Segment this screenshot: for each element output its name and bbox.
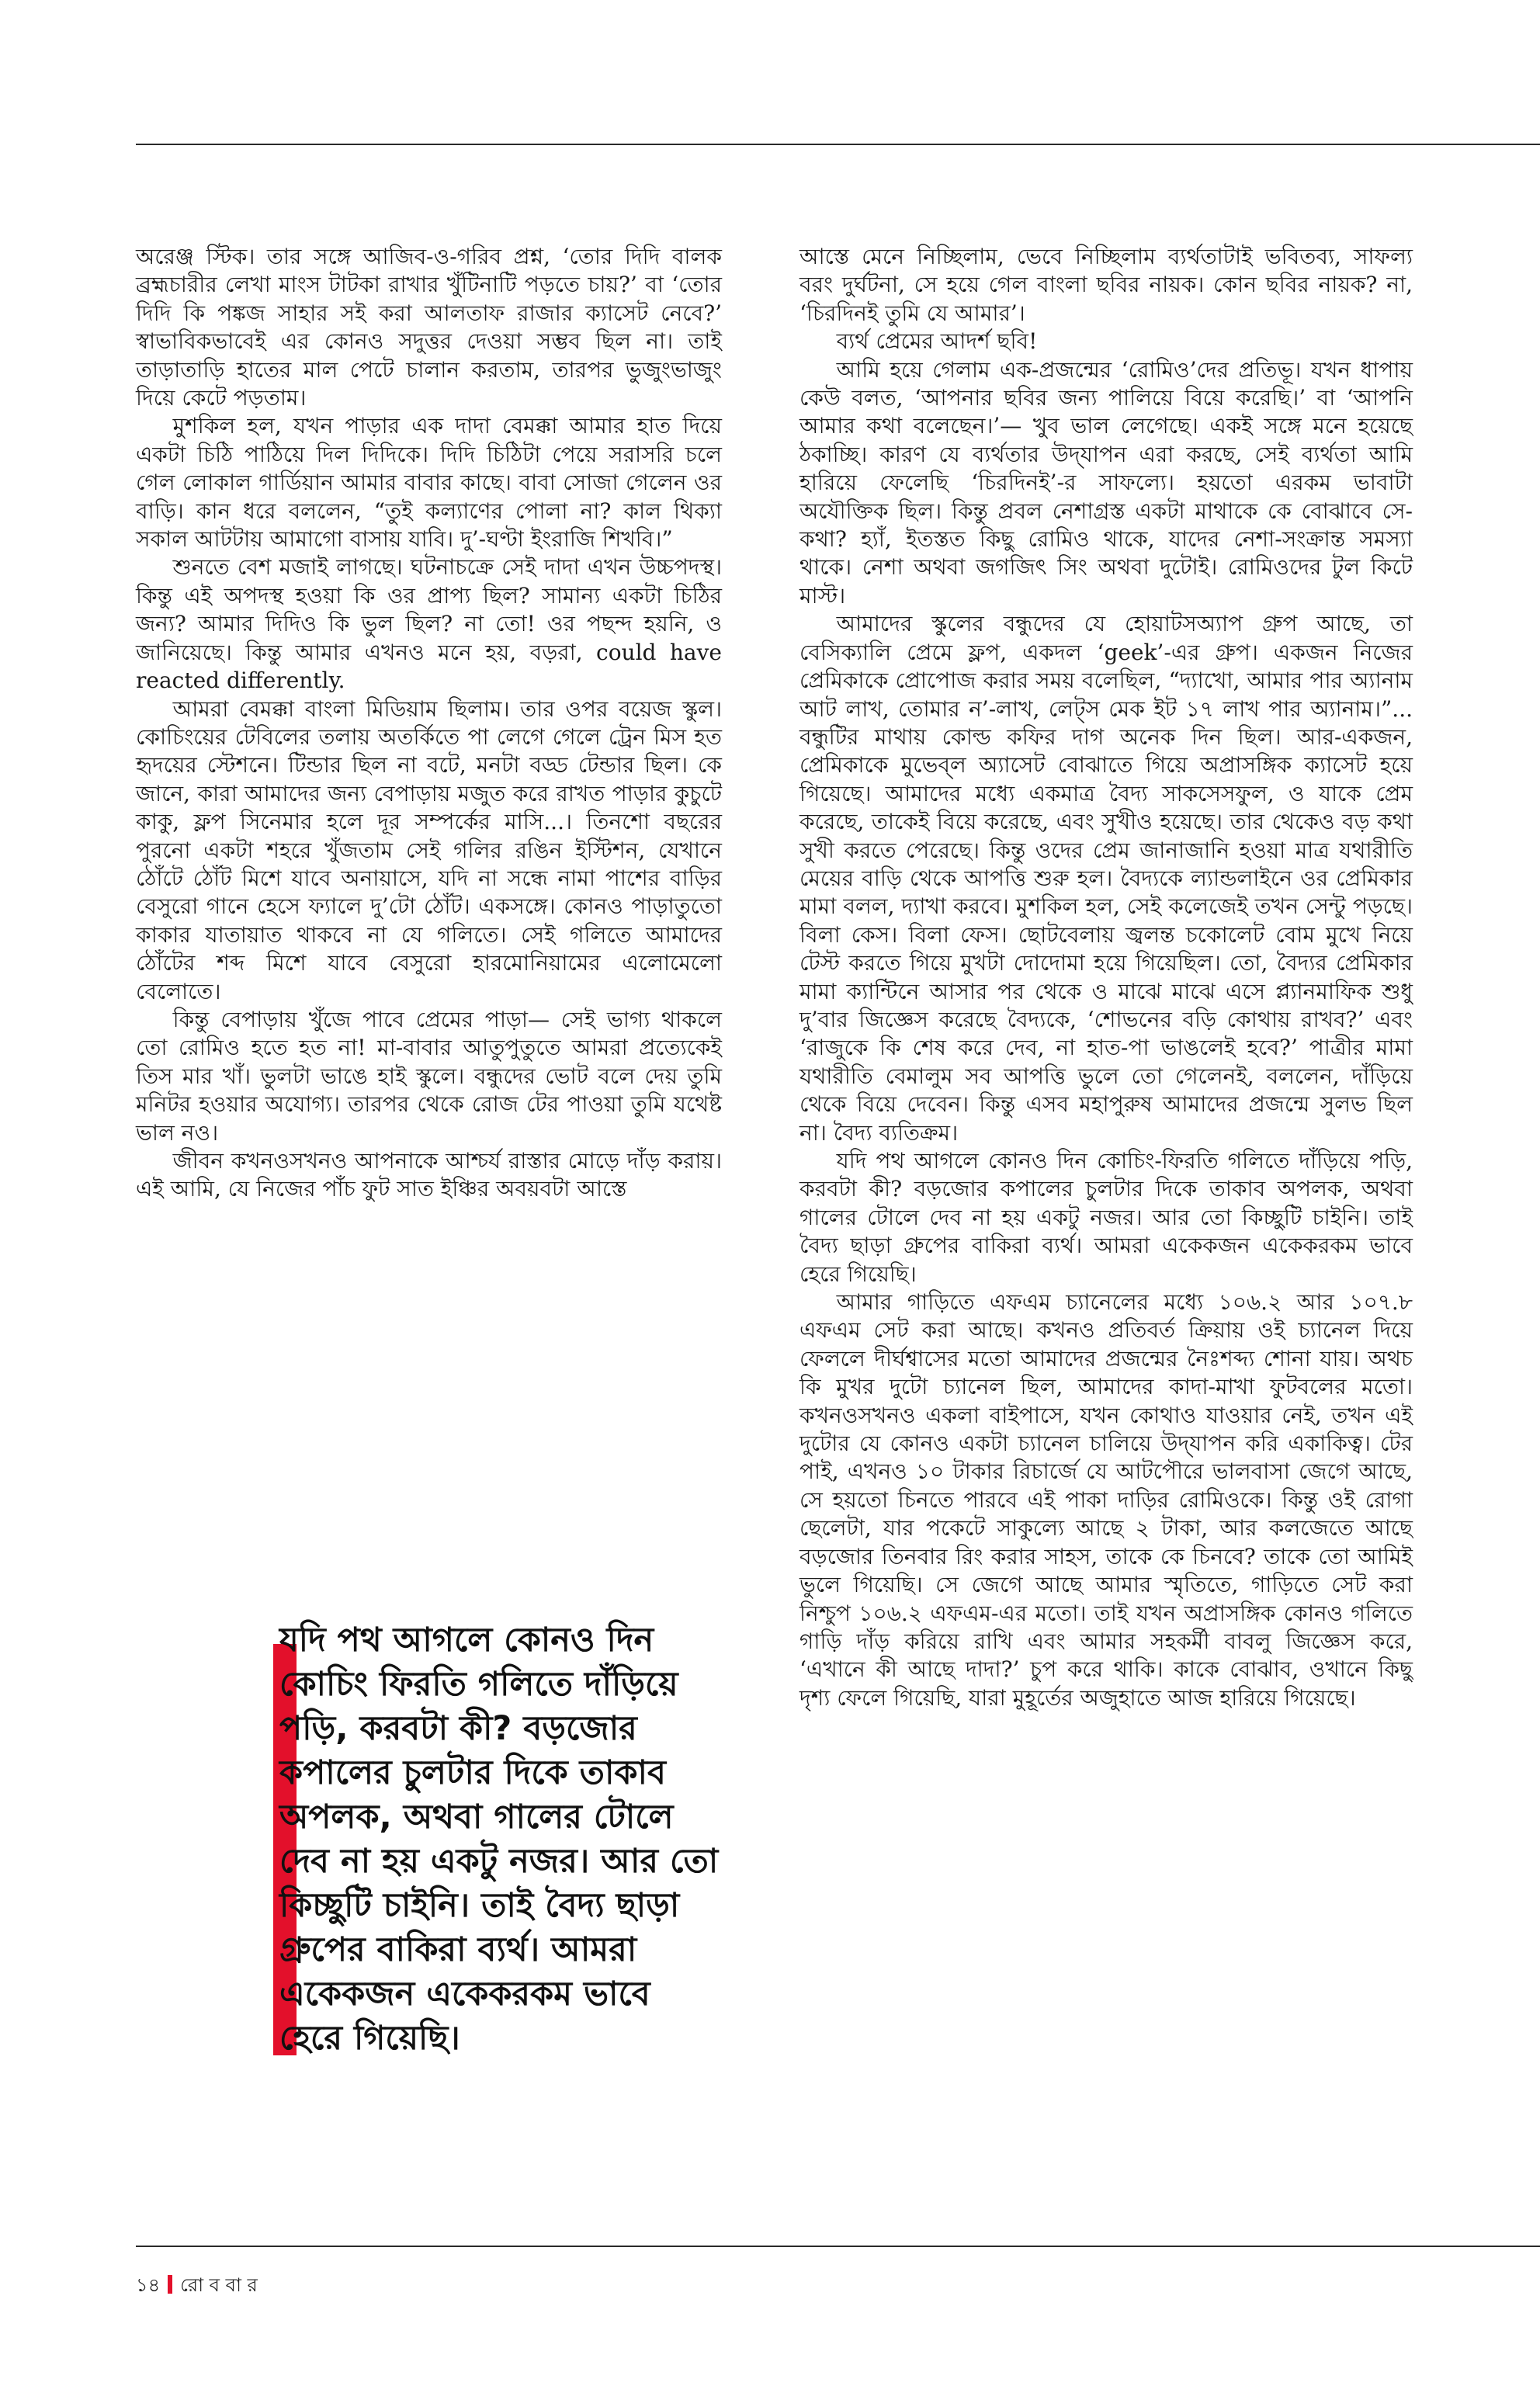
paragraph: আমি হয়ে গেলাম এক-প্রজন্মের ‘রোমিও’দের প্রতিভূ। যখন ধাপায় কেউ বলত, ‘আপনার ছবির জন্য পালিয়ে বিয়ে করেছি।’ বা ‘আপনি আমার কথা বলেছেন।’— খুব ভাল লেগেছে। একই সঙ্গে মনে হয়েছে ঠকাচ্ছি। কারণ যে ব্যর্থতার উদ্‌যাপন এরা করছে, সেই ব্যর্থতা আমি হারিয়ে ফেলেছি ‘চিরদিনই’-র সাফল্যে। হয়তো এরকম ভাবাটা অযৌক্তিক ছিল। কিন্তু প্রবল নেশাগ্রস্ত একটা মাথাকে কে বোঝাবে সে-কথা? হ্যাঁ, ইতস্তত কিছু রোমিও থাকে, যাদের নেশা-সংক্রান্ত সমস্যা থাকে। নেশা অথবা জগজিৎ সিং অথবা দুটোই। রোমিওদের টুল কিটে মাস্ট।	[799, 356, 1413, 609]
paragraph: ব্যর্থ প্রেমের আদর্শ ছবি!	[836, 328, 1038, 355]
paragraph: আমরা বেমক্কা বাংলা মিডিয়াম ছিলাম। তার ওপর বয়েজ স্কুল। কোচিংয়ের টেবিলের তলায় অতর্কিতে পা লেগে গেলে ট্রেন মিস হত হৃদয়ের স্টেশনে। টিন্ডার ছিল না বটে, মনটা বড্ড টেন্ডার ছিল। কে জানে, কারা আমাদের জন্য বেপাড়ায় মজুত করে রাখত পাড়ার কুচুটে কাকু, ফ্লপ সিনেমার হলে দূর সম্পর্কের মাসি...। তিনশো বছরের পুরনো একটা শহরে খুঁজতাম সেই গলির রঙিন ইস্টিশন, যেখানে ঠোঁটে ঠোঁট মিশে যাবে অনায়াসে, যদি না সন্ধে নামা পাশের বাড়ির বেসুরো গানে হেসে ফ্যালে দু’টো ঠোঁট। একসঙ্গে। কোনও পাড়াতুতো কাকার যাতায়াত থাকবে না যে গলিতে। সেই গলিতে আমাদের ঠোঁটের শব্দ মিশে যাবে বেসুরো হারমোনিয়ামের এলোমেলো বেলোতে।	[136, 695, 722, 1004]
pull-quote-text: যদি পথ আগলে কোনও দিন কোচিং ফিরতি গলিতে দাঁড়িয়ে পড়ি, করবটা কী? বড়জোর কপালের চুলটার দিকে তাকাব অপলক, অথবা গালের টোলে দেব না হয় একটু নজর। আর তো কিচ্ছুটি চাইনি। তাই বৈদ্য ছাড়া গ্রুপের বাকিরা ব্যর্থ। আমরা একেকজন একেকরকম ভাবে হেরে গিয়েছি।	[279, 1621, 719, 2058]
paragraph: কিন্তু বেপাড়ায় খুঁজে পাবে প্রেমের পাড়া— সেই ভাগ্য থাকলে তো রোমিও হতে হত না! মা-বাবার আতুপুতুতে আমরা প্রত্যেকেই তিস মার খাঁ। ভুলটা ভাঙে হাই স্কুলে। বন্ধুদের ভোট বলে দেয় তুমি মনিটর হওয়ার অযোগ্য। তারপর থেকে রোজ টের পাওয়া তুমি যথেষ্ট ভাল নও।	[136, 1006, 722, 1146]
magazine-name: রো ব বা র	[180, 2274, 258, 2296]
paragraph: যদি পথ আগলে কোনও দিন কোচিং-ফিরতি গলিতে দাঁড়িয়ে পড়ি, করবটা কী? বড়জোর কপালের চুলটার দিকে তাকাব অপলক, অথবা গালের টোলে দেব না হয় একটু নজর। আর তো কিচ্ছুটি চাইনি। তাই বৈদ্য ছাড়া গ্রুপের বাকিরা ব্যর্থ। আমরা একেকজন একেকরকম ভাবে হেরে গিয়েছি।	[799, 1148, 1413, 1287]
left-column	[136, 243, 722, 1204]
footer-divider	[168, 2275, 172, 2294]
paragraph: মুশকিল হল, যখন পাড়ার এক দাদা বেমক্কা আমার হাত দিয়ে একটা চিঠি পাঠিয়ে দিল দিদিকে। দিদি চিঠিটা পেয়ে সরাসরি চলে গেল লোকাল গার্ডিয়ান আমার বাবার কাছে। বাবা সোজা গেলেন ওর বাড়ি। কান ধরে বললেন, “তুই কল্যাণের পোলা না? কাল থিক্যা সকাল আটটায় আমাগো বাসায় যাবি। দু’-ঘণ্টা ইংরাজি শিখবি।”	[136, 413, 722, 553]
paragraph: অরেঞ্জ স্টিক। তার সঙ্গে আজিব-ও-গরিব প্রশ্ন, ‘তোর দিদি বালক ব্রহ্মচারীর লেখা মাংস টাটকা রাখার খুঁটিনাটি পড়তে চায়?’ বা ‘তোর দিদি কি পঙ্কজ সাহার সই করা আলতাফ রাজার ক্যাসেট নেবে?’ স্বাভাবিকভাবেই এর কোনও সদুত্তর দেওয়া সম্ভব ছিল না। তাই তাড়াতাড়ি হাতের মাল পেটে চালান করতাম, তারপর ভুজুংভাজুং দিয়ে কেটে পড়তাম।	[136, 244, 722, 411]
paragraph: আস্তে মেনে নিচ্ছিলাম, ভেবে নিচ্ছিলাম ব্যর্থতাটাই ভবিতব্য, সাফল্য বরং দুর্ঘটনা, সে হয়ে গেল বাংলা ছবির নায়ক। কোন ছবির নায়ক? না, ‘চিরদিনই তুমি যে আমার’।	[799, 244, 1413, 326]
paragraph: শুনতে বেশ মজাই লাগছে। ঘটনাচক্রে সেই দাদা এখন উচ্চপদস্থ। কিন্তু এই অপদস্থ হওয়া কি ওর প্রাপ্য ছিল? সামান্য একটা চিঠির জন্য? আমার দিদিও কি ভুল ছিল? না তো! ওর পছন্দ হয়নি, ও জানিয়েছে। কিন্তু আমার এখনও মনে হয়, বড়রা, could have reacted differently.	[136, 554, 722, 694]
page-number: ১৪	[136, 2274, 161, 2296]
top-rule	[136, 144, 1540, 145]
paragraph: জীবন কখনওসখনও আপনাকে আশ্চর্য রাস্তার মোড়ে দাঁড় করায়। এই আমি, যে নিজের পাঁচ ফুট সাত ইঞ্চির অবয়বটা আস্তে	[136, 1148, 722, 1202]
pull-quote	[279, 1618, 722, 2061]
right-column	[799, 243, 1413, 1712]
paragraph: আমার গাড়িতে এফএম চ্যানেলের মধ্যে ১০৬.২ আর ১০৭.৮ এফএম সেট করা আছে। কখনও প্রতিবর্ত ক্রিয়ায় ওই চ্যানেল দিয়ে ফেললে দীর্ঘশ্বাসের মতো আমাদের প্রজন্মের নৈঃশব্দ্য শোনা যায়। অথচ কি মুখর দুটো চ্যানেল ছিল, আমাদের কাদা-মাখা ফুটবলের মতো। কখনওসখনও একলা বাইপাসে, যখন কোথাও যাওয়ার নেই, তখন এই দুটোর যে কোনও একটা চ্যানেল চালিয়ে উদ্‌যাপন করি একাকিত্ব। টের পাই, এখনও ১০ টাকার রিচার্জে যে আটপৌরে ভালবাসা জেগে আছে, সে হয়তো চিনতে পারবে এই পাকা দাড়ির রোমিওকে। কিন্তু ওই রোগা ছেলেটা, যার পকেটে সাকুল্যে আছে ২ টাকা, আর কলজেতে আছে বড়জোর তিনবার রিং করার সাহস, তাকে কে চিনবে? তাকে তো আমিই ভুলে গিয়েছি। সে জেগে আছে আমার স্মৃতিতে, গাড়িতে সেট করা নিশ্চুপ ১০৬.২ এফএম-এর মতো। তাই যখন অপ্রাসঙ্গিক কোনও গলিতে গাড়ি দাঁড় করিয়ে রাখি এবং আমার সহকর্মী বাবলু জিজ্ঞেস করে, ‘এখানে কী আছে দাদা?’ চুপ করে থাকি। কাকে বোঝাব, ওখানে কিছু দৃশ্য ফেলে গিয়েছি, যারা মুহূর্তের অজুহাতে আজ হারিয়ে গিয়েছে।	[799, 1289, 1413, 1711]
paragraph: আমাদের স্কুলের বন্ধুদের যে হোয়াটসঅ্যাপ গ্রুপ আছে, তা বেসিক্যালি প্রেমে ফ্লপ, একদল ‘geek’-এর গ্রুপ। একজন নিজের প্রেমিকাকে প্রোপোজ করার সময় বলেছিল, “দ্যাখো, আমার পার অ্যানাম আট লাখ, তোমার ন’-লাখ, লেট্‌স মেক ইট ১৭ লাখ পার অ্যানাম।”... বন্ধুটির মাথায় কোল্ড কফির দাগ অনেক দিন ছিল। আর-একজন, প্রেমিকাকে মুভেব্‌ল অ্যাসেট বোঝাতে গিয়ে অপ্রাসঙ্গিক ক্যাসেট হয়ে গিয়েছে। আমাদের মধ্যে একমাত্র বৈদ্য সাকসেসফুল, ও যাকে প্রেম করেছে, তাকেই বিয়ে করেছে, এবং সুখীও হয়েছে। তার থেকেও বড় কথা সুখী করতে পেরেছে। কিন্তু ওদের প্রেম জানাজানি হওয়া মাত্র যথারীতি মেয়ের বাড়ি থেকে আপত্তি শুরু হল। বৈদ্যকে ল্যান্ডলাইনে ওর প্রেমিকার মামা বলল, দ্যাখা করবে। মুশকিল হল, সেই কলেজেই তখন সেন্টু পড়ছে। বিলা কেস। বিলা ফেস। ছোটবেলায় জ্বলন্ত চকোলেট বোম মুখে নিয়ে টেস্ট করতে গিয়ে মুখটা দোদোমা হয়ে গিয়েছিল। তো, বৈদ্যর প্রেমিকার মামা ক্যান্টিনে আসার পর থেকে ও মাঝে মাঝে এসে প্ল্যানমাফিক শুধু দু’বার জিজ্ঞেস করেছে বৈদ্যকে, ‘শোভনের বড়ি কোথায় রাখব?’ এবং ‘রাজুকে কি শেষ করে দেব, না হাত-পা ভাঙলেই হবে?’ পাত্রীর মামা যথারীতি বেমালুম সব আপত্তি ভুলে তো গেলেনই, বললেন, দাঁড়িয়ে থেকে বিয়ে দেবেন। কিন্তু এসব মহাপুরুষ আমাদের প্রজন্মে সুলভ ছিল না। বৈদ্য ব্যতিক্রম।	[799, 611, 1413, 1146]
page-footer	[136, 2271, 258, 2302]
bottom-rule	[136, 2246, 1540, 2247]
